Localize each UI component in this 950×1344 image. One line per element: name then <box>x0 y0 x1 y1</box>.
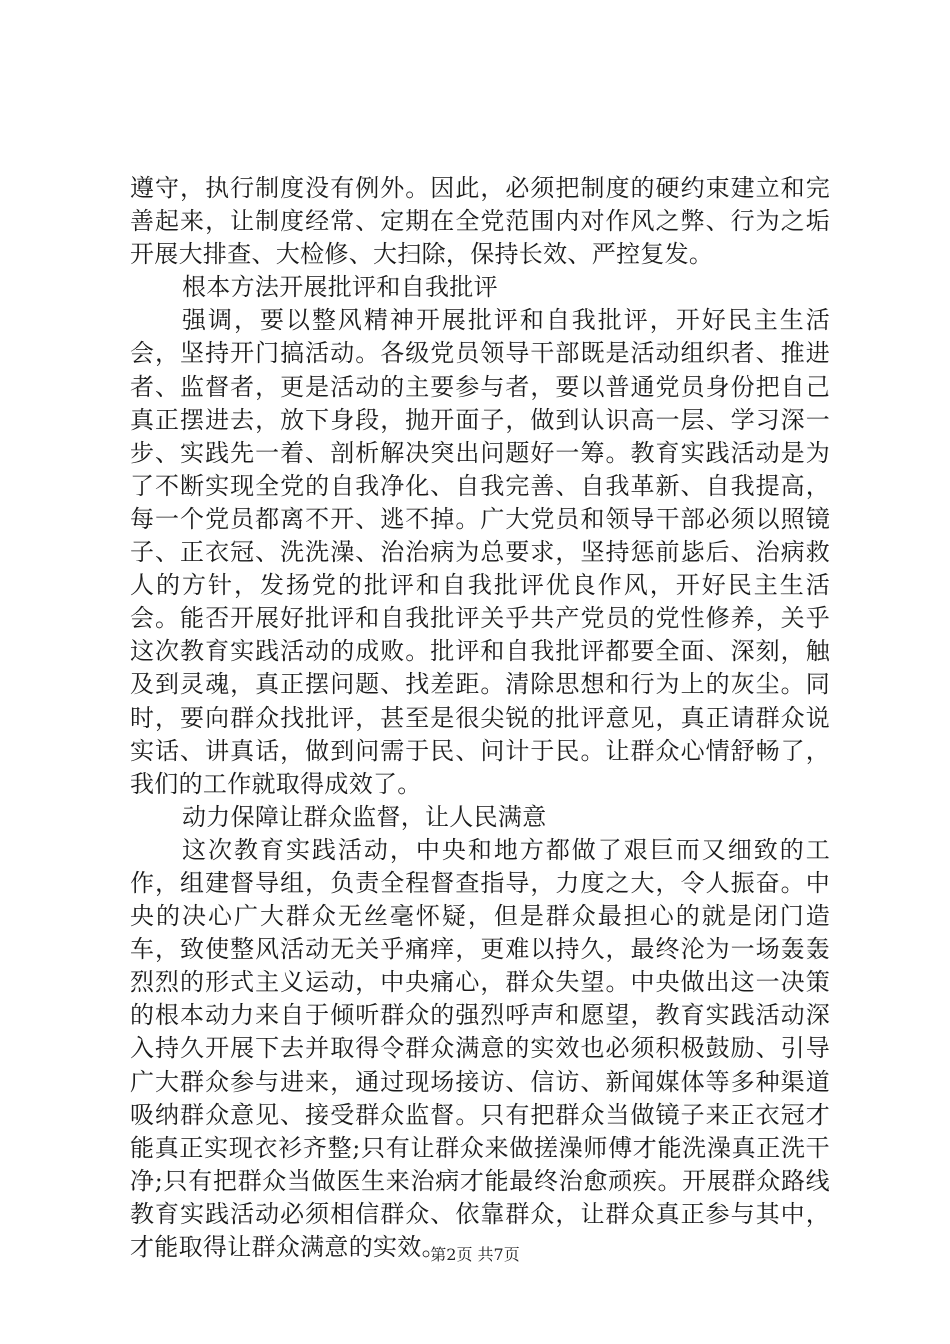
section-heading-criticism: 根本方法开展批评和自我批评 <box>182 273 498 302</box>
paragraph-supervision: 这次教育实践活动，中央和地方都做了艰巨而又细致的工作，组建督导组，负责全程督查指导，力度之大，令人振奋。中央的决心广大群众无丝毫怀疑，但是群众最担心的就是闭门造车，致使整风活动无关乎痛痒，更难以持久，最终沦为一场轰轰烈烈的形式主义运动，中央痛心，群众失望。中央做出这一决策的根本动力来自于倾听群众的强烈呼声和愿望，教育实践活动深入持久开展下去并取得令群众满意的实效也必须积极鼓励、引导广大群众参与进来，通过现场接访、信访、新闻媒体等多种渠道吸纳群众意见、接受群众监督。只有把群众当做镜子来正衣冠才能真正实现衣衫齐整;只有让群众来做搓澡师傅才能洗澡真正洗干净;只有把群众当做医生来治病才能最终治愈顽疾。开展群众路线教育实践活动必须相信群众、依靠群众，让群众真正参与其中，才能取得让群众满意的实效。 <box>130 835 830 1261</box>
paragraph-criticism: 强调，要以整风精神开展批评和自我批评，开好民主生活会，坚持开门搞活动。各级党员领导干部既是活动组织者、推进者、监督者，更是活动的主要参与者，要以普通党员身份把自己真正摆进去，放下身段，抛开面子，做到认识高一层、学习深一步、实践先一着、剖析解决突出问题好一筹。教育实践活动是为了不断实现全党的自我净化、自我完善、自我革新、自我提高，每一个党员都离不开、逃不掉。广大党员和领导干部必须以照镜子、正衣冠、洗洗澡、治治病为总要求，坚持惩前毖后、治病救人的方针，发扬党的批评和自我批评优良作风，开好民主生活会。能否开展好批评和自我批评关乎共产党员的党性修养，关乎这次教育实践活动的成败。批评和自我批评都要全面、深刻，触及到灵魂，真正摆问题、找差距。清除思想和行为上的灰尘。同时，要向群众找批评，甚至是很尖锐的批评意见，真正请群众说实话、讲真话，做到问需于民、问计于民。让群众心情舒畅了，我们的工作就取得成效了。 <box>130 306 830 798</box>
page-footer: 第2页 共7页 <box>430 1245 520 1264</box>
paragraph-continuation: 遵守，执行制度没有例外。因此，必须把制度的硬约束建立和完善起来，让制度经常、定期在全党范围内对作风之弊、行为之垢开展大排查、大检修、大扫除，保持长效、严控复发。 <box>130 174 830 269</box>
document-body <box>130 172 830 1264</box>
section-heading-supervision: 动力保障让群众监督，让人民满意 <box>182 802 547 831</box>
